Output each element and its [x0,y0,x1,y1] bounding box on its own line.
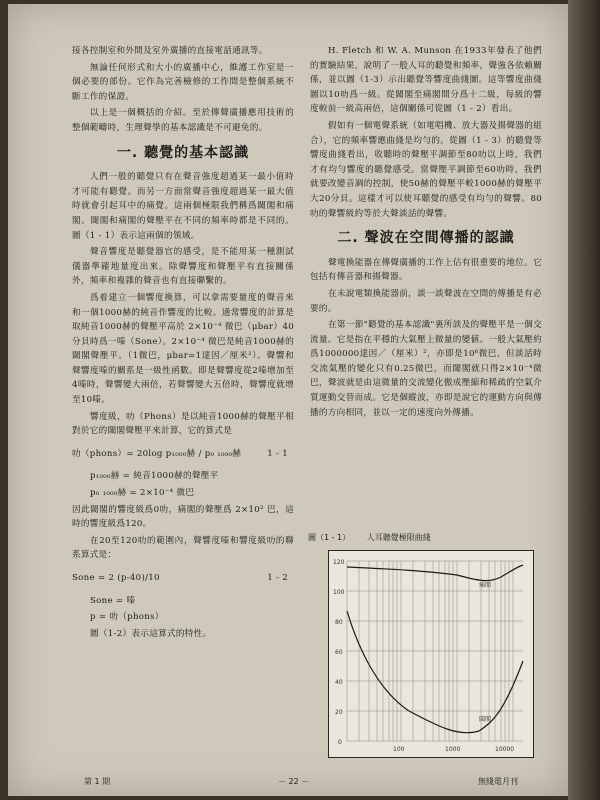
paragraph: 響度級，叻（Phons）是以純音1000赫的聲壓平相對於它的閾閣聲壓平來計算，它的算式是 [72,411,294,437]
footer-issue: 第 1 期 [84,777,111,786]
x-tick: 10000 [495,746,515,753]
paragraph: 因此閾閣的響度級爲0叻，痛閣的聲壓爲 2×10² 巴，這時的響度級爲120。 [72,504,294,530]
paragraph: 以上是一個概括的介紹。至於傳聲廣播應用技術的整個範疇時，生理聲學的基本認識是不可避免的。 [72,108,294,133]
y-tick: 0 [338,739,342,746]
definition: p₁₀₀₀赫 = 純音1000赫的聲壓平 [90,471,219,482]
paragraph: 在未說電類換能器前，談一談聲波在空間的傳播是有必要的。 [310,288,542,314]
pain-threshold-curve [347,565,523,581]
document-page [8,4,568,796]
y-tick: 80 [335,619,343,626]
y-tick: 60 [335,649,343,656]
paragraph: 假如有一個電聲系統（如電唱機、放大器及揚聲器的組合），它的頻率響應曲綫是均勻的。從圖（1 - 3）的聽覺等響度曲綫看出，收聽時的聲壓平調節至80叻以上時，我們才有均勻響度的聽覺感受。當聲壓平調節至60叻時，我們就要改變音調的控制，使50赫的聲壓平較1000赫的聲壓平大20分貝。這樣才可以使耳聽覺的感受有均勻的聲響。80叻的聲響級約等於大聲談話的聲響。 [310,120,542,219]
paragraph: 在20至120叻的範圍內，聲響度嗪和響度級叻的聯系算式是： [72,535,294,561]
definition: p₀ ₁₀₀₀赫 = 2×10⁻⁴ 微巴 [90,488,195,499]
paragraph: 人們一般的聽覺只有在聲音強度超過某一最小值時才可能有聽覺。而另一方面當聲音強度超過某一最大值時就會引起耳中的痛覺。這兩個極限我們稱爲閾閣和痛閣。閾閣和痛閣的聲壓平在不同的頻率時都是不同的。圖（1 - 1）表示這兩個的領域。 [72,172,294,241]
pain-threshold-label: 痛閣 [479,582,492,589]
hearing-limit-chart [329,551,533,757]
left-column [72,44,294,643]
paragraph: 聲電換能器在傳聲廣播的工作上佔有很重要的地位。它包括有傳音器和揚聲器。 [310,257,542,283]
hearing-threshold-curve [347,611,523,733]
definition: p = 叻（phons） [90,612,164,623]
figure-label: 圖（1 - 1） [308,533,351,542]
book-spine [568,0,600,800]
figure-1-1 [308,532,540,762]
footer-page-number: － 22 － [278,777,310,786]
paragraph: 接各控制室和外間及室外廣播的直接電話通訊等。 [72,46,268,56]
footer-publication: 無綫電月刊 [478,777,518,786]
x-tick: 1000 [445,746,461,753]
section-heading-2: 二. 聲波在空間傳播的認識 [337,230,515,247]
section-heading-1: 一. 聽覺的基本認識 [116,144,250,161]
y-tick: 20 [335,709,343,716]
paragraph: 圖（1-2）表示這算式的特性。 [90,628,212,639]
formula-1 [72,447,294,462]
figure-title: 人耳聽覺極限曲綫 [366,533,431,542]
formula-1-text: 叻（phons）= 20log p₁₀₀₀赫 / p₀ ₁₀₀₀赫 [72,448,242,459]
y-tick: 120 [333,559,345,566]
figure-caption [308,532,540,543]
y-tick: 40 [335,679,343,686]
paragraph: H. Fletch 和 W. A. Munson 在1933年發表了他們的實驗結果，說明了一般人耳的聽覺和頻率，聲強各依賴關係，並以圖（1-3）示出聽覺等響度曲綫圖。這等響度曲綫圖以10叻爲一級。從閾閣至痛閣間分爲十二級，每級的響度較前一級高兩倍，這個關係可從圖（1 - 2）看出。 [310,46,542,115]
y-tick: 100 [333,589,345,596]
paragraph: 在第一節"聽覺的基本認識"裏所談及的聲壓平是一個交流量。它是指在平穩的大氣壓上微量的變値。一般大氣壓約爲1000000達因／（厘米）²，亦即是10⁶微巴，但談話時交流氣壓的變化只有0.25微巴，而閾閣就只得2×10⁻⁴微巴，聲波就是由這微量的交流變化傲成壓縮和稀疏的空氣介質運動交替而成。它是個縱波，亦即是說它的運動方向與傳播的方向相同，並以一定的速度向外傳播。 [310,320,542,418]
paragraph: 聲音響度是聽覺器官的感受，是不能用某一種測試儀器準確地量度出來。除聲響度和聲壓平有直接關係外，頻率和複雜的聲音也有直接聯繫的。 [72,247,294,287]
formula-2-text: Sone = 2 (p-40)/10 [72,573,160,583]
hearing-threshold-label: 閾閣 [479,716,492,723]
paragraph: 爲着建立一個響度換算，可以拿需要量度的聲音來和一個1000赫的純音作響度的比較。通常響度的計算是取純音1000赫的聲壓平高於 2×10⁻⁴ 微巴（μbar）40分貝時爲一嗪（Sone）。2×10⁻⁴ 微巴是純音1000赫的閾閣聲壓平。（1微巴，μbar=1達因／厘米²）。聲響和聲響度嗪的關系是一級性函數。即是聲響度從2嗪增加至4嗪時，聲響變大兩倍，若聲響變大五倍時，聲響度就增至10嗪。 [72,292,294,406]
chart-frame [328,550,534,758]
definition: Sone = 嗪 [90,595,136,606]
formula-2-number: 1 - 2 [267,573,288,583]
x-tick: 100 [393,746,405,753]
formula-1-number: 1 - 1 [267,448,288,459]
paragraph: 無論任何形式和大小的廣播中心，維護工作室是一個必要的部份。它作為完善檢修的工作間是整個系統不斷工作的保證。 [72,62,294,102]
right-column [310,44,542,422]
formula-2 [72,571,294,586]
